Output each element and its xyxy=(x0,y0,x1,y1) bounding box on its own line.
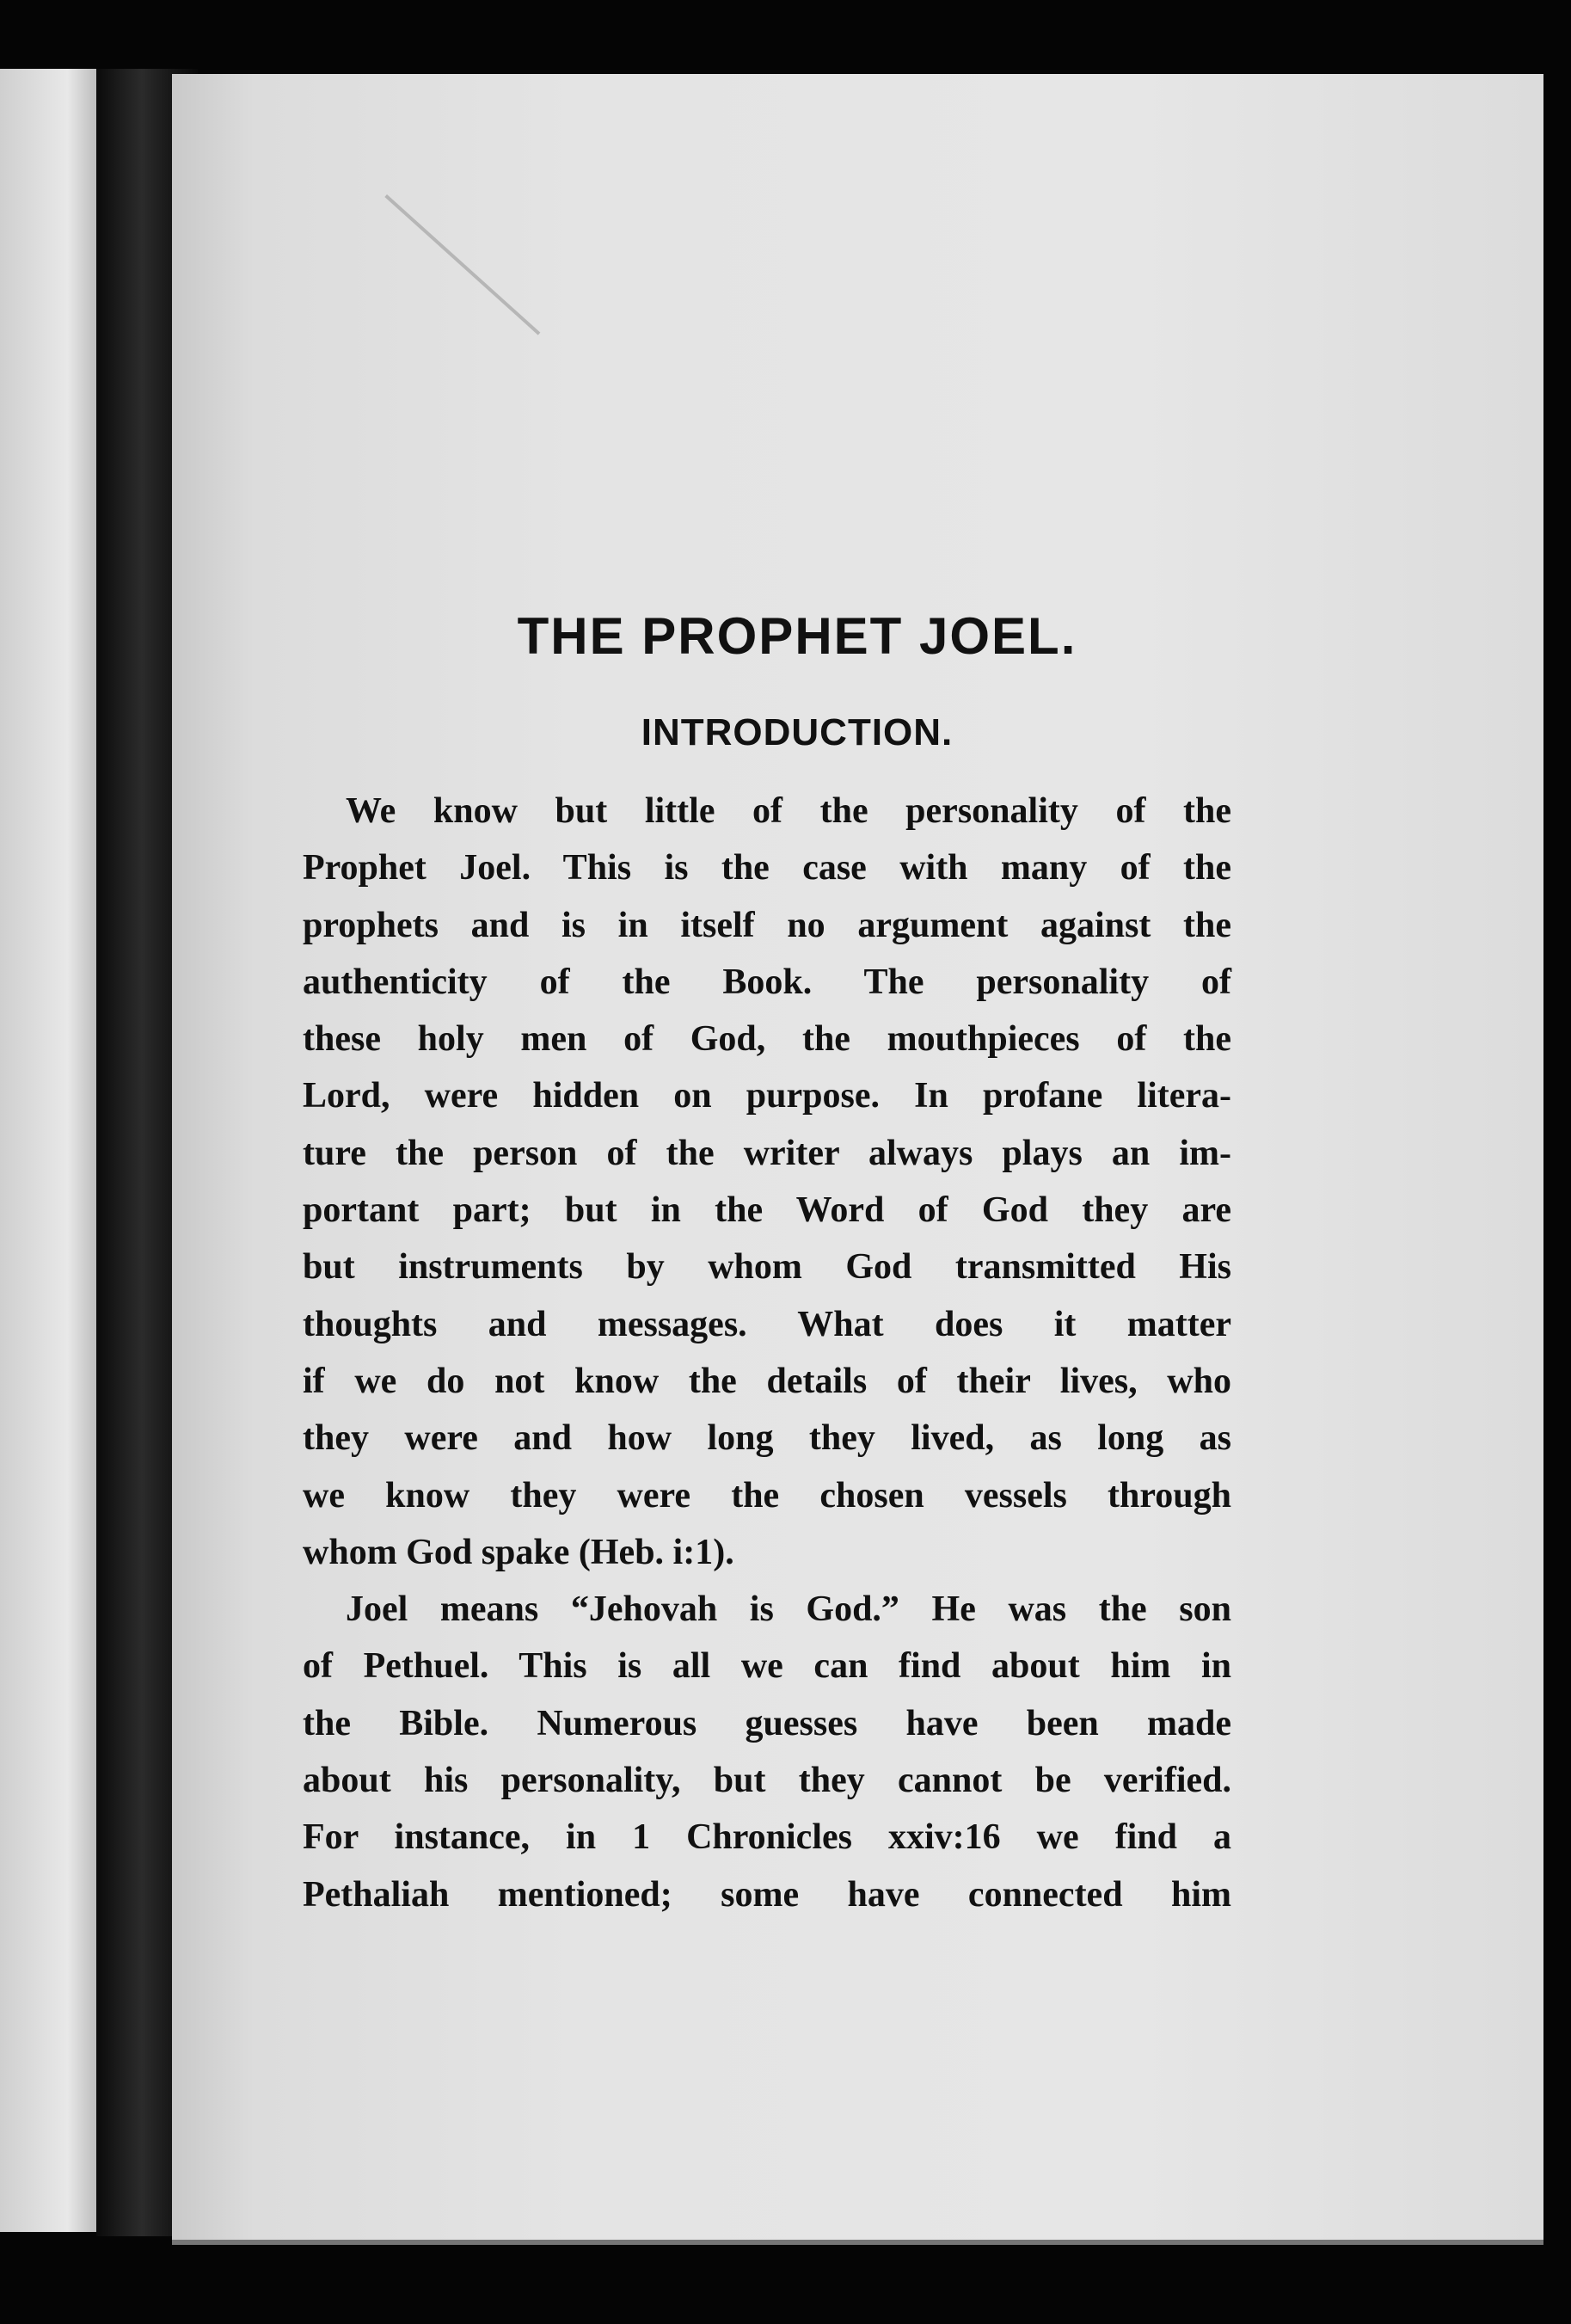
text-line: ture the person of the writer always plays an im- xyxy=(303,1133,1231,1173)
text-line: portant part; but in the Word of God they are xyxy=(303,1190,1231,1231)
text-line: Joel means “Jehovah is God.” He was the son xyxy=(346,1589,1231,1630)
text-line: thoughts and messages. What does it matter xyxy=(303,1304,1231,1344)
text-line: these holy men of God, the mouthpieces of the xyxy=(303,1019,1231,1060)
text-line: authenticity of the Book. The personality of xyxy=(303,962,1231,1002)
text-line: prophets and is in itself no argument against the xyxy=(303,905,1231,945)
text-line: We know but little of the personality of the xyxy=(346,791,1231,831)
text-line: Lord, were hidden on purpose. In profane litera- xyxy=(303,1076,1231,1116)
section-heading: INTRODUCTION. xyxy=(641,711,954,753)
page-text xyxy=(303,602,1231,1923)
text-line: we know they were the chosen vessels through xyxy=(303,1475,1231,1516)
paragraph-1 xyxy=(303,783,1231,1581)
text-line: about his personality, but they cannot be verified. xyxy=(303,1761,1231,1801)
text-line: but instruments by whom God transmitted His xyxy=(303,1247,1231,1288)
text-line: if we do not know the details of their lives, who xyxy=(303,1361,1231,1401)
text-line: of Pethuel. This is all we can find about him in xyxy=(303,1646,1231,1687)
text-line: they were and how long they lived, as long as xyxy=(303,1418,1231,1459)
text-line: Prophet Joel. This is the case with many of the xyxy=(303,848,1231,888)
page-scratch-mark xyxy=(384,194,540,335)
text-line: whom God spake (Heb. i:1). xyxy=(303,1532,734,1572)
facing-page-edge xyxy=(0,69,96,2232)
page-title: THE PROPHET JOEL. xyxy=(517,607,1077,665)
text-line: For instance, in 1 Chronicles xxiv:16 we find a xyxy=(303,1817,1231,1858)
text-line: Pethaliah mentioned; some have connected him xyxy=(303,1874,1231,1915)
paragraph-2 xyxy=(303,1581,1231,1923)
text-line: the Bible. Numerous guesses have been made xyxy=(303,1703,1231,1743)
